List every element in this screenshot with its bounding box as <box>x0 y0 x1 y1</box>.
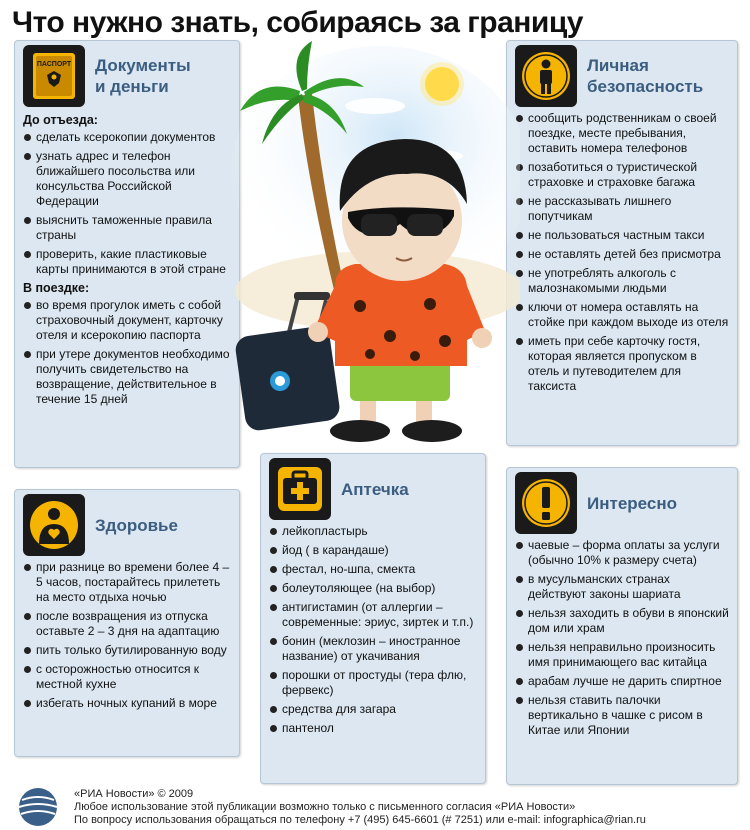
list-item: нельзя неправильно произносить имя принимающего вас китайца <box>515 640 729 670</box>
list-item: с осторожностью относится к местной кухне <box>23 662 231 692</box>
person-icon <box>515 45 577 107</box>
list-item: пить только бутилированную воду <box>23 643 231 658</box>
list-item: нельзя ставить палочки вертикально в чашке с рисом в Китае или Японии <box>515 693 729 738</box>
health-title: Здоровье <box>95 515 178 535</box>
first-aid-kit-icon <box>269 458 331 520</box>
passport-label: ПАСПОРТ <box>36 61 72 68</box>
safety-panel <box>506 40 738 446</box>
interesting-title: Интересно <box>587 493 677 513</box>
medkit-title: Аптечка <box>341 479 409 499</box>
list-item: в мусульманских странах действуют законы шариата <box>515 572 729 602</box>
list-item: при утере документов необходимо получить свидетельство на возвращение, действительное в течение 15 дней <box>23 347 231 407</box>
before-heading: До отъезда: <box>23 113 98 127</box>
page-title: Что нужно знать, собираясь за границу <box>12 6 583 39</box>
list-item: не употреблять алкоголь с малознакомыми людьми <box>515 266 729 296</box>
ria-globe-logo <box>14 786 62 828</box>
list-item: проверить, какие пластиковые карты принимаются в этой стране <box>23 247 231 277</box>
list-item: антигистамин (от аллергии – современные: эриус, зиртек и т.п.) <box>269 600 477 630</box>
usage-notice: Любое использование этой публикации возможно только с письменного согласия «РИА Новости» <box>74 801 576 813</box>
documents-title: Документы и деньги <box>95 56 191 96</box>
list-item: бонин (меклозин – иностранное название) от укачивания <box>269 634 477 664</box>
list-item: при разнице во времени более 4 – 5 часов, постарайтесь прилететь на место отдыха ночью <box>23 560 231 605</box>
sun-icon <box>420 62 464 106</box>
list-item: порошки от простуды (тера флю, фервекс) <box>269 668 477 698</box>
documents-panel <box>14 40 240 468</box>
list-item: ключи от номера оставлять на стойке при каждом выходе из отеля <box>515 300 729 330</box>
list-item: средства для загара <box>269 702 477 717</box>
list-item: чаевые – форма оплаты за услуги (обычно 10% к размеру счета) <box>515 538 729 568</box>
list-item: сообщить родственникам о своей поездке, месте пребывания, оставить номера телефонов <box>515 111 729 156</box>
list-item: йод ( в карандаше) <box>269 543 477 558</box>
exclamation-icon <box>515 472 577 534</box>
list-item: не пользоваться частным такси <box>515 228 729 243</box>
list-item: пантенол <box>269 721 477 736</box>
contact-info: По вопросу использования обращаться по телефону +7 (495) 645-6601 (# 7251) или e-mail: infographica@rian.ru <box>74 814 646 826</box>
list-item: избегать ночных купаний в море <box>23 696 231 711</box>
tourist-illustration <box>220 36 520 451</box>
list-item: арабам лучше не дарить спиртное <box>515 674 729 689</box>
list-item: иметь при себе карточку гостя, которая является пропуском в отель и путеводителем для таксиста <box>515 334 729 394</box>
list-item: выяснить таможенные правила страны <box>23 213 231 243</box>
list-item: болеутоляющее (на выбор) <box>269 581 477 596</box>
person-heart-icon <box>23 494 85 556</box>
footer <box>14 786 738 828</box>
list-item: после возвращения из отпуска оставьте 2 – 3 дня на адаптацию <box>23 609 231 639</box>
trip-heading: В поездке: <box>23 281 90 295</box>
copyright: «РИА Новости» © 2009 <box>74 788 194 800</box>
list-item: нельзя заходить в обуви в японский дом или храм <box>515 606 729 636</box>
passport-icon <box>23 45 85 107</box>
medkit-panel <box>260 453 486 784</box>
safety-title: Личная безопасность <box>587 56 704 96</box>
list-item: не рассказывать лишнего попутчикам <box>515 194 729 224</box>
list-item: фестал, но-шпа, смекта <box>269 562 477 577</box>
list-item: сделать ксерокопии документов <box>23 130 231 145</box>
list-item: не оставлять детей без присмотра <box>515 247 729 262</box>
list-item: во время прогулок иметь с собой страховочный документ, карточку отеля и ксерокопию паспорта <box>23 298 231 343</box>
interesting-panel <box>506 467 738 785</box>
list-item: лейкопластырь <box>269 524 477 539</box>
list-item: позаботиться о туристической страховке и страховке багажа <box>515 160 729 190</box>
list-item: узнать адрес и телефон ближайшего посольства или консульства Российской Федерации <box>23 149 231 209</box>
health-panel <box>14 489 240 757</box>
